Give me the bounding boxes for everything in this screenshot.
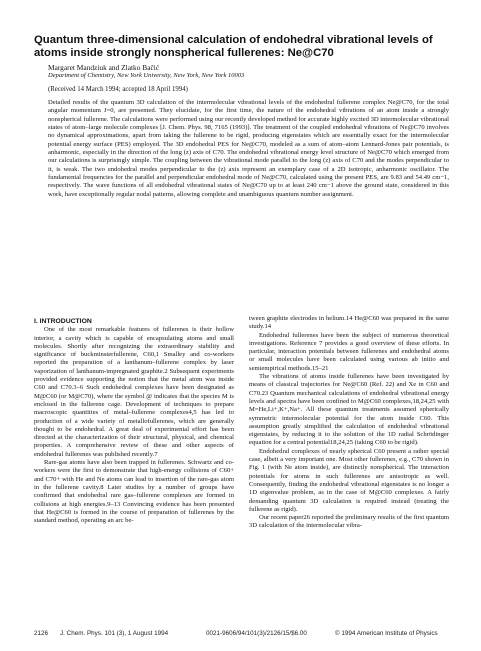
paragraph: Endohedral fullerenes have been the subject of numerous theoretical investigations. Reference 7 provides a good overview of these efforts. In particular, interaction potentials between fullerenes and endohedral atoms or small molecules have been calculated using various ab initio and semiempirical methods.15–21 — [249, 331, 449, 372]
paragraph: The vibrations of atoms inside fullerenes have been investigated by means of classical trajectories for Ne@C60 (Ref. 22) and Xe in C60 and C70.23 Quantum mechanical calculations of endohedral vibrational energy levels and spectra have been confined to M@C60 complexes,18,24,25 with M=He,Li+,K+,Na+. All these quantum treatments assumed spherically symmetric intermolecular potential for the atom inside C60. This assumption greatly simplified the calculation of endohedral vibrational eigenstates, by reducing it to the solution of the 1D radial Schrödinger equation for a central potential18,24,25 (taking C60 to be rigid). — [249, 373, 449, 447]
paragraph: Our recent paper26 reported the preliminary results of the first quantum 3D calculation of the intermolecular vibra- — [249, 514, 449, 530]
paragraph: tween graphite electrodes in helium.14 He@C60 was prepared in the same study.14 — [249, 315, 449, 331]
paragraph: One of the most remarkable features of fullerenes is their hollow interior, a cavity which is capable of encapsulating atoms and small molecules. Shortly after recognizing the extraordinary stability and significance of buckminsterfullerene, C60,1 Smalley and co-workers reported the preparation of a lanthanum–fullerene complex by laser vaporization of lanthanum-impregnated graphite.2 Subsequent experiments provided evidence supporting the notion that the metal atom was inside C60 and C70.3–6 Such endohedral complexes have been designated as M@C60 (or M@C70), where the symbol @ indicates that the species M is enclosed in the fullerene cage. Development of techniques to prepare macroscopic quantities of metal–fullerene complexes4,5 has led to production of a wide variety of metallofullerenes, which are generally thought to be endohedral. A great deal of experimental effort has been directed at the characterization of their structural, physical, and chemical properties. A comprehensive review of these and other aspects of endohedral fullerenes was published recently.7 — [34, 326, 234, 458]
page-number: 2126 — [34, 630, 49, 637]
abstract — [48, 99, 449, 199]
paragraph: Endohedral complexes of nearly spherical C60 present a rather special case, albeit a very important one. Most other fullerenes, e.g., C70 shown in Fig. 1 (with Ne atom inside), are distinctly nonspherical. The interaction potentials for atoms in such fullerenes are anisotropic as well. Consequently, finding the endohedral vibrational eigenstates is no longer a 1D eigenvalue problem, as in the case of M@C60 complexes. A fairly demanding quantum 3D calculation is required instead (treating the fullerene as rigid). — [249, 447, 449, 513]
section-heading: I. INTRODUCTION — [34, 318, 92, 325]
right-column — [249, 315, 449, 531]
article-code: 0021-9606/94/101(3)/2126/15/$6.00 — [206, 630, 307, 637]
author-list: Margaret Mandziuk and Zlatko Bačić — [48, 63, 160, 72]
paragraph: Rare-gas atoms have also been trapped in fullerenes. Schwartz and co-workers were the first to demonstrate that high-energy collisions of C60+ and C70+ with He and Ne atoms can lead to insertion of the rare-gas atom in the fullerene cavity.8 Later studies by a number of groups have confirmed that endohedral rare gas–fullerene complexes are formed in collisions at high energies.9–13 Convincing evidence has been presented that He@C60 is formed in the course of preparation of fullerenes by the standard method, operating an arc be- — [34, 459, 234, 525]
journal-citation: J. Chem. Phys. 101 (3), 1 August 1994 — [60, 630, 169, 637]
affiliation: Department of Chemistry, New York University, New York, New York 10003 — [48, 72, 245, 79]
paper-title: Quantum three-dimensional calculation of endohedral vibrational levels of atoms inside strongly nonspherical fullerenes: Ne@C70 — [34, 34, 433, 59]
copyright: © 1994 American Institute of Physics — [335, 630, 438, 637]
received-dates: (Received 14 March 1994; accepted 18 April 1994) — [48, 86, 188, 93]
left-column — [34, 318, 234, 525]
abstract-text: Detailed results of the quantum 3D calculation of the intermolecular vibrational levels of the endohedral fullerene complex Ne@C70, for the total angular momentum J=0, are presented. They elucidate, for the first time, the nature of the endohedral vibrations of an atom inside a strongly nonspherical fullerene. The calculations were performed using our recently developed method for accurate highly excited 3D intermolecular vibrational states of atom–large molecule complexes [J. Chem. Phys. 98, 7165 (1993)]. The treatment of the coupled endohedral vibrations of Ne@C70 involves no dynamical approximations, apart from taking the fullerene to be rigid, producing eigenstates which are essentially exact for the intermolecular potential energy surface (PES) employed. The 3D endohedral PES for Ne@C70, modeled as a sum of atom–atom Lennard-Jones pair potentials, is anharmonic, especially in the direction of the long (z) axis of C70. The endohedral vibrational energy level structure of Ne@C70 which emerged from our calculations is surprisingly simple. The coupling between the vibrational mode parallel to the long (z) axis of C70 and the modes perpendicular to it, is weak. The two endohedral modes perpendicular to the (z) axis represent an exemplary case of a 2D isotropic, anharmonic oscillator. The fundamental frequencies for the parallel and perpendicular endohedral mode of Ne@C70, calculated using the present PES, are 9.83 and 54.49 cm−1, respectively. The wave functions of all endohedral vibrational states of Ne@C70 up to at least 240 cm−1 above the ground state, considered in this work, have exceptionally regular nodal patterns, allowing complete and unambiguous quantum number assignment. — [48, 99, 449, 198]
